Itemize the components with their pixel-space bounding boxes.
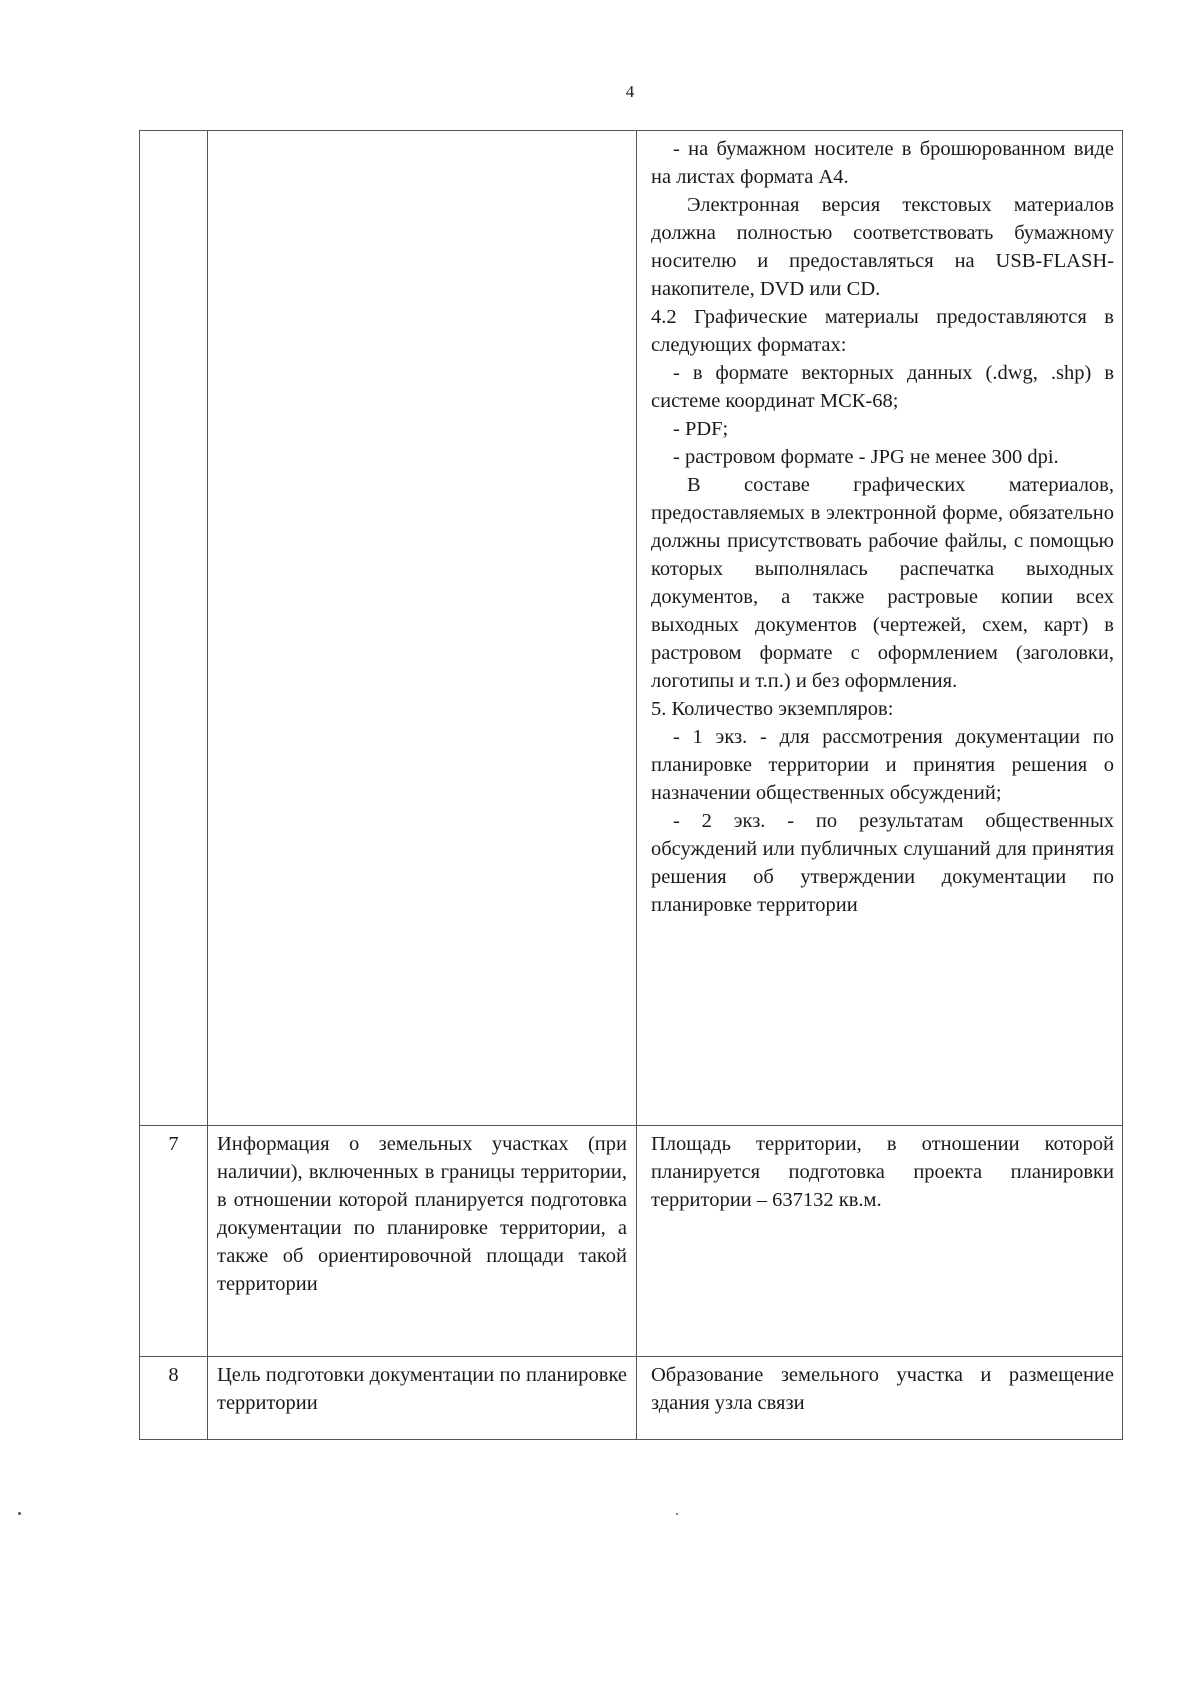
row-number-cell: 8 bbox=[140, 1357, 208, 1440]
table-row-7 bbox=[140, 1126, 1123, 1357]
row-number-cell bbox=[140, 131, 208, 1126]
page-number: 4 bbox=[625, 82, 635, 101]
copies-count-heading: 5. Количество экземпляров: bbox=[651, 698, 894, 720]
table-row-continued bbox=[140, 131, 1123, 1126]
graphic-composition-paragraph: В составе графических материалов, предоставляемых в электронной форме, обязательно должны присутствовать рабочие файлы, с помощью которых выполнялась распечатка выходных документов, а также растровые копии всех выходных документов (чертежей, схем, карт) в растровом формате с оформлением (заголовки, логотипы и т.п.) и без оформления. bbox=[651, 474, 1114, 692]
copies-item-1: - 1 экз. - для рассмотрения документации по планировке территории и принятия решения о назначении общественных обсуждений; bbox=[651, 726, 1114, 804]
copies-item-2: - 2 экз. - по результатам общественных обсуждений или публичных слушаний для принятия решения об утверждении документации по планировке территории bbox=[651, 810, 1114, 916]
row-number-cell: 7 bbox=[140, 1126, 208, 1357]
row-value-cell: Образование земельного участка и размещение здания узла связи bbox=[637, 1357, 1123, 1440]
vector-format-item: - в формате векторных данных (.dwg, .shp) в системе координат МСК-68; bbox=[651, 362, 1114, 412]
requirements-table bbox=[139, 130, 1123, 1440]
row-value-cell: Площадь территории, в отношении которой планируется подготовка проекта планировки территории – 637132 кв.м. bbox=[637, 1126, 1123, 1357]
row-value-cell bbox=[637, 131, 1123, 1126]
pdf-format-item: - PDF; bbox=[673, 418, 729, 440]
paper-format-paragraph: - на бумажном носителе в брошюрованном виде на листах формата А4. bbox=[651, 138, 1114, 188]
scan-speck bbox=[676, 1513, 678, 1515]
row-name-cell: Информация о земельных участках (при наличии), включенных в границы территории, в отношении которой планируется подготовка документации по планировке территории, а также об ориентировочной площади такой территории bbox=[208, 1126, 637, 1357]
raster-format-item: - растровом формате - JPG не менее 300 dpi. bbox=[673, 446, 1059, 468]
electronic-version-paragraph: Электронная версия текстовых материалов должна полностью соответствовать бумажному носителю и предоставляться на USB-FLASH-накопителе, DVD или CD. bbox=[651, 194, 1114, 300]
row-name-cell: Цель подготовки документации по планировке территории bbox=[208, 1357, 637, 1440]
graphic-materials-heading: 4.2 Графические материалы предоставляются в следующих форматах: bbox=[651, 306, 1114, 356]
scan-speck bbox=[18, 1512, 21, 1515]
row-name-cell bbox=[208, 131, 637, 1126]
table-row-8 bbox=[140, 1357, 1123, 1440]
